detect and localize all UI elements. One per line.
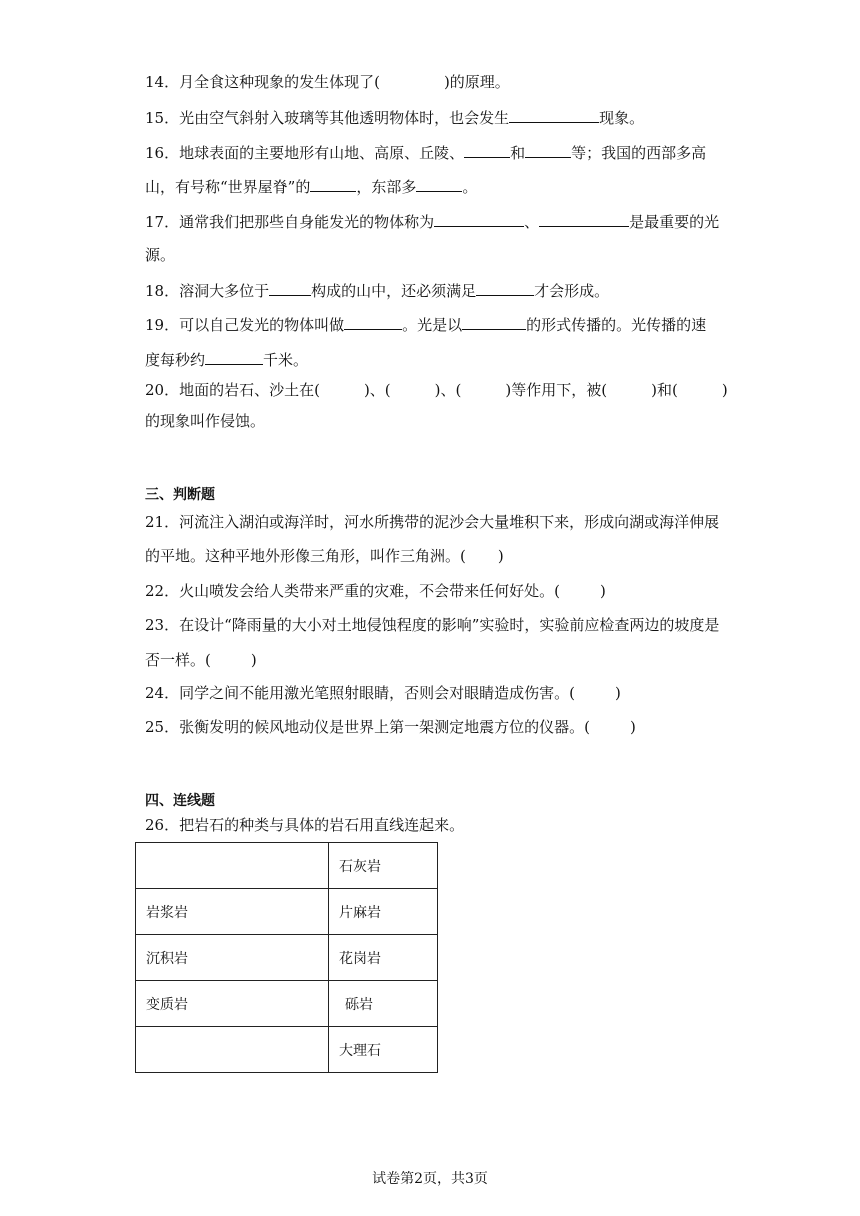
- q17-blank-2[interactable]: [539, 211, 629, 227]
- question-17-line2: [145, 245, 175, 265]
- q15-blank[interactable]: [509, 107, 599, 123]
- q23-text-b: 否一样。(: [145, 651, 211, 669]
- q21-text-a: 21．河流注入湖泊或海洋时，河水所携带的泥沙会大量堆积下来，形成向湖或海洋伸展: [145, 513, 720, 531]
- table-row: [136, 935, 438, 981]
- q16-text-a: 16．地球表面的主要地形有山地、高原、丘陵、: [145, 144, 465, 162]
- q19-text-c: 的形式传播的。光传播的速: [526, 316, 707, 334]
- question-18: [145, 280, 609, 301]
- section-heading-judgement: 三、判断题: [145, 487, 215, 503]
- rock-example-cell[interactable]: 大理石: [329, 1027, 438, 1073]
- rock-type-cell[interactable]: 沉积岩: [136, 935, 329, 981]
- q16-text-d: 山，有号称“世界屋脊”的: [145, 178, 311, 196]
- q18-text-b: 构成的山中，还必须满足: [311, 282, 477, 300]
- q16-blank-4[interactable]: [416, 176, 462, 192]
- q20-text-a: 20．地面的岩石、沙土在(: [145, 381, 320, 399]
- q15-text-b: 现象。: [599, 109, 645, 127]
- rock-example-cell[interactable]: 片麻岩: [329, 889, 438, 935]
- q19-text-d: 度每秒约: [145, 351, 206, 369]
- question-16-line1: [145, 142, 706, 163]
- q23-text-c: ): [250, 651, 257, 669]
- q21-text-c: ): [497, 547, 504, 565]
- q22-text-a: 22．火山喷发会给人类带来严重的灾难，不会带来任何好处。(: [145, 582, 560, 600]
- q17-text-c: 是最重要的光: [629, 213, 720, 231]
- question-23-line1: [145, 615, 719, 635]
- q17-blank-1[interactable]: [434, 211, 524, 227]
- q17-text-d: 源。: [145, 246, 176, 264]
- rock-type-cell[interactable]: [136, 843, 329, 889]
- q24-text-a: 24．同学之间不能用激光笔照射眼睛，否则会对眼睛造成伤害。(: [145, 684, 575, 702]
- table-row: [136, 1027, 438, 1073]
- q17-text-b: 、: [524, 213, 540, 231]
- rock-type-cell[interactable]: [136, 1027, 329, 1073]
- question-25: [145, 717, 636, 737]
- rock-type-cell[interactable]: 变质岩: [136, 981, 329, 1027]
- question-20-line1: [145, 380, 728, 400]
- section-heading-matching: 四、连线题: [145, 793, 215, 809]
- q16-text-f: 。: [462, 178, 478, 196]
- q16-text-e: ，东部多: [356, 178, 417, 196]
- question-22: [145, 581, 606, 601]
- rock-type-cell[interactable]: 岩浆岩: [136, 889, 329, 935]
- q19-blank-3[interactable]: [205, 349, 263, 365]
- question-20-line2: [145, 411, 265, 431]
- q25-text-b: ): [629, 718, 636, 736]
- q19-blank-1[interactable]: [344, 314, 402, 330]
- q22-text-b: ): [599, 582, 606, 600]
- q16-text-b: 和: [510, 144, 526, 162]
- q21-text-b: 的平地。这种平地外形像三角形，叫作三角洲。(: [145, 547, 466, 565]
- q15-text-a: 15．光由空气斜射入玻璃等其他透明物体时，也会发生: [145, 109, 510, 127]
- question-23-line2: [145, 650, 257, 670]
- rock-example-cell[interactable]: 石灰岩: [329, 843, 438, 889]
- question-16-line2: [145, 176, 477, 197]
- question-19-line1: [145, 314, 706, 335]
- table-row: [136, 889, 438, 935]
- question-21-line1: [145, 512, 719, 532]
- q24-text-b: ): [614, 684, 621, 702]
- q16-text-c: 等；我国的西部多高: [571, 144, 707, 162]
- q20-text-c: )、(: [434, 381, 462, 399]
- q17-text-a: 17．通常我们把那些自身能发光的物体称为: [145, 213, 435, 231]
- q18-text-a: 18．溶洞大多位于: [145, 282, 270, 300]
- q20-text-b: )、(: [363, 381, 391, 399]
- table-row: [136, 843, 438, 889]
- q20-text-f: ): [721, 381, 728, 399]
- question-14: [145, 72, 510, 92]
- q18-blank-1[interactable]: [269, 280, 311, 296]
- q18-blank-2[interactable]: [476, 280, 534, 296]
- q16-blank-1[interactable]: [464, 142, 510, 158]
- q16-blank-3[interactable]: [310, 176, 356, 192]
- question-24: [145, 683, 621, 703]
- q14-text-a: 14．月全食这种现象的发生体现了(: [145, 73, 380, 91]
- q18-text-c: 才会形成。: [534, 282, 610, 300]
- q23-text-a: 23．在设计“降雨量的大小对土地侵蚀程度的影响”实验时，实验前应检查两边的坡度是: [145, 616, 720, 634]
- question-26: 26．把岩石的种类与具体的岩石用直线连起来。: [145, 816, 465, 834]
- question-19-line2: [145, 349, 308, 370]
- q20-text-e: )和(: [651, 381, 678, 399]
- table-row: [136, 981, 438, 1027]
- q19-text-b: 。光是以: [402, 316, 463, 334]
- page-footer: 试卷第2页，共3页: [372, 1171, 488, 1187]
- rock-example-cell[interactable]: 砾岩: [329, 981, 438, 1027]
- q20-text-g: 的现象叫作侵蚀。: [145, 412, 266, 430]
- question-17-line1: [145, 211, 719, 232]
- q19-text-e: 千米。: [263, 351, 309, 369]
- q20-text-d: )等作用下，被(: [505, 381, 608, 399]
- rock-example-cell[interactable]: 花岗岩: [329, 935, 438, 981]
- q14-text-b: )的原理。: [443, 73, 510, 91]
- q25-text-a: 25．张衡发明的候风地动仪是世界上第一架测定地震方位的仪器。(: [145, 718, 590, 736]
- q19-text-a: 19．可以自己发光的物体叫做: [145, 316, 345, 334]
- q19-blank-2[interactable]: [462, 314, 526, 330]
- rock-matching-table: [135, 842, 438, 1073]
- question-21-line2: [145, 546, 504, 566]
- question-15: [145, 107, 644, 128]
- q16-blank-2[interactable]: [525, 142, 571, 158]
